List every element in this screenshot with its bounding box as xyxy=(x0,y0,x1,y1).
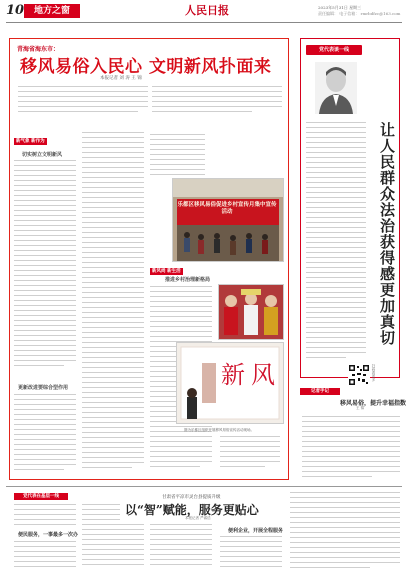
performers-photo xyxy=(218,284,284,340)
bottom-rule xyxy=(6,486,402,487)
section-label: 地方之窗 xyxy=(24,4,80,18)
issue-date: 2023年5月31日 星期三 xyxy=(318,5,362,10)
page-number: 10 xyxy=(6,3,25,18)
sidebar-tag: 党代表谈一线 xyxy=(306,45,362,55)
feature-headline: 移风易俗入民心 文明新风扑面来 xyxy=(20,57,272,77)
section-tag-new-look: 新气象 新作为 xyxy=(16,139,45,144)
header-rule xyxy=(6,22,402,23)
bottom-byline: 本报记者 严睿语 xyxy=(185,516,211,520)
subhead-reform: 更新改进要综合型作用 xyxy=(18,385,69,391)
subhead-civilization: 切实树立文明新风 xyxy=(22,152,63,158)
signing-photo-caption: 图为乐都区组织开展移风易俗宣传活动现场。 xyxy=(184,428,254,432)
feature-byline: 本报记者 刘 涛 王 锦 xyxy=(100,76,142,81)
author-portrait xyxy=(315,62,357,114)
bottom-subhead-service: 便民服务，一事最多一次办 xyxy=(18,532,79,538)
bottom-subhead-enterprise: 便利企业，开展全程服务 xyxy=(228,528,284,534)
bottom-headline: 以“智”赋能，服务更贴心 xyxy=(125,503,259,517)
section-tag-new-style: 新风尚 新生活 xyxy=(152,269,181,274)
sidebar-title: 让人民群众法治获得感更加真切 xyxy=(378,122,396,346)
bottom-kicker: 甘肃省平凉市灵台县提质升级 xyxy=(162,495,221,500)
reporter-notes-byline: 王 锦 xyxy=(356,406,365,410)
editor-meta: 责任编辑： 电子信箱： rmrbdfzc@163.com xyxy=(318,11,401,16)
feature-kicker: 青海省海东市： xyxy=(17,46,60,53)
newspaper-logo: 人民日报 xyxy=(185,4,229,17)
event-photo xyxy=(172,178,284,262)
qr-caption: 扫码看更多 xyxy=(372,364,376,382)
event-banner-text: 乐都区移风易俗促进乡村宣传月集中宣传活动 xyxy=(177,202,277,215)
svg-text:新: 新 xyxy=(221,361,245,389)
reporter-notes-heading: 移风易俗，提升幸福指数 xyxy=(340,400,407,407)
bottom-section-tag: 党代表在基层一线 xyxy=(14,493,68,500)
signing-photo xyxy=(176,342,284,424)
subhead-rural-governance: 推进乡村治理新格局 xyxy=(165,277,211,283)
reporter-notes-tag: 记者手记 xyxy=(300,388,340,395)
qr-code-icon[interactable] xyxy=(348,364,370,386)
svg-text:风: 风 xyxy=(251,361,275,389)
